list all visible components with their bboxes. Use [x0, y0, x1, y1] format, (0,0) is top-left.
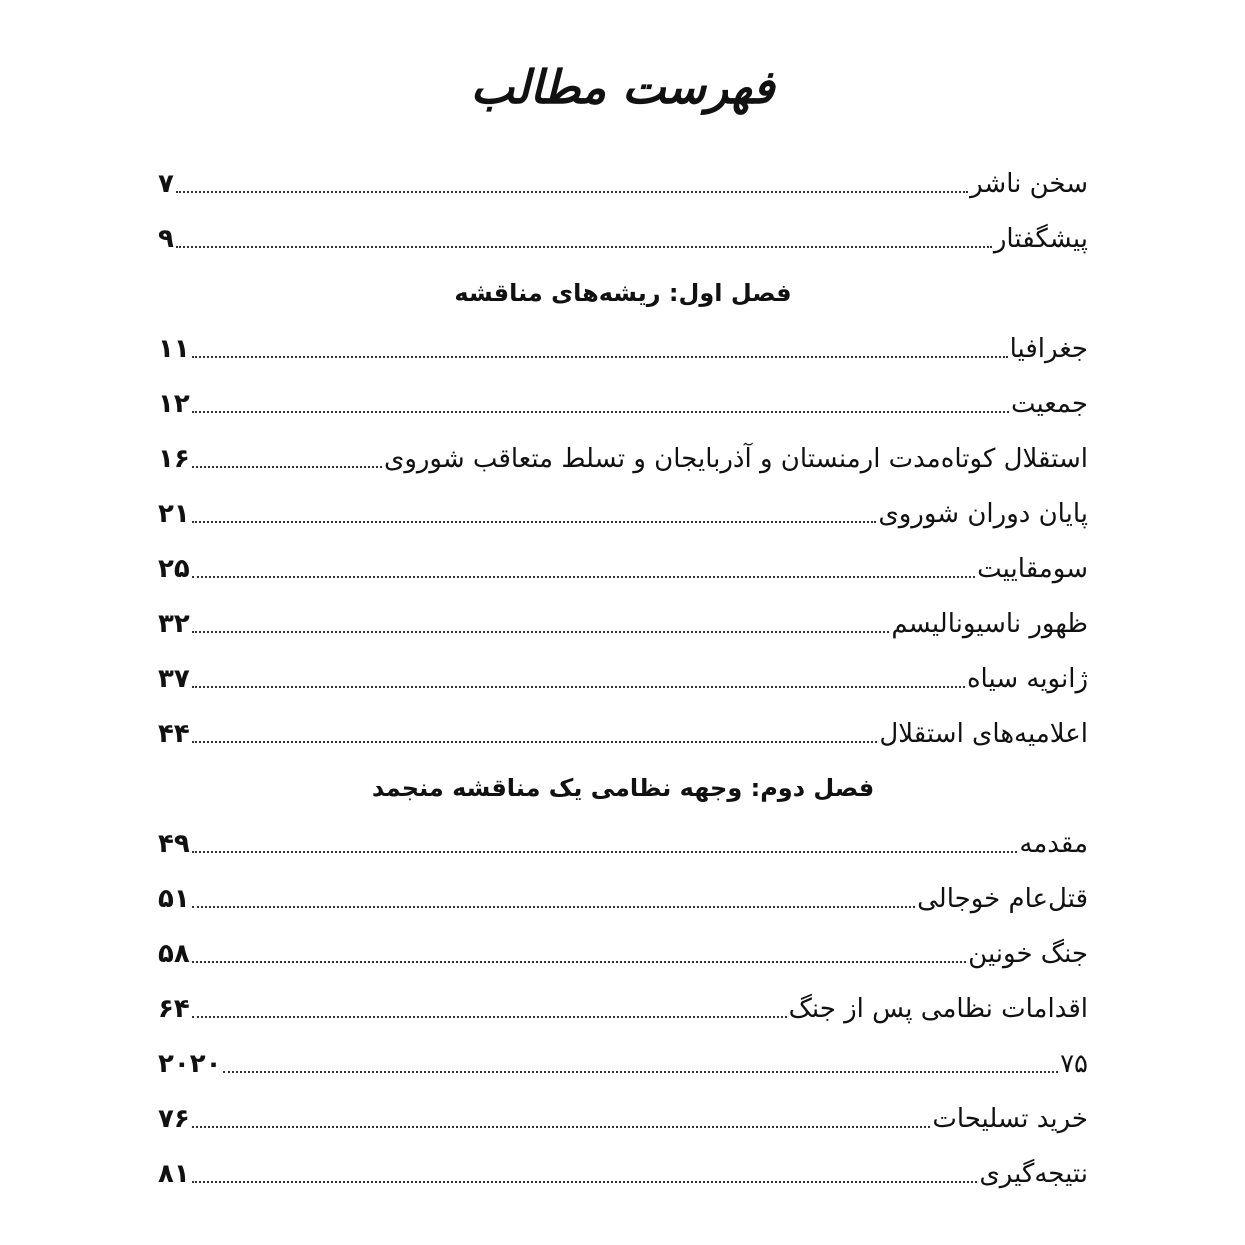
toc-entry-page-number: ۴۹	[158, 829, 190, 859]
toc-entry-page-number: ۳۲	[158, 609, 190, 639]
dot-leader	[192, 576, 975, 578]
dot-leader	[176, 191, 968, 193]
dot-leader	[223, 1071, 1058, 1073]
dot-leader	[192, 1181, 978, 1183]
toc-entry-page-number: ۱۶	[158, 444, 190, 474]
dot-leader	[192, 631, 890, 633]
dot-leader	[192, 466, 382, 468]
toc-entry-title: نتیجه‌گیری	[979, 1159, 1088, 1189]
toc-entry-title: پیشگفتار	[993, 224, 1088, 254]
dot-leader	[192, 906, 915, 908]
toc-entry-title: ۷۵	[1060, 1049, 1088, 1079]
toc-entry-title: مقدمه	[1019, 829, 1088, 859]
toc-entry[interactable]	[158, 812, 1088, 867]
dot-leader	[192, 356, 1008, 358]
dot-leader	[192, 851, 1018, 853]
chapter-heading-text: فصل اول: ریشه‌های مناقشه	[454, 279, 792, 307]
chapter-heading	[158, 757, 1088, 812]
toc-entry-title: ژانویه سیاه	[966, 664, 1088, 694]
toc-entry[interactable]	[158, 427, 1088, 482]
dot-leader	[176, 246, 992, 248]
toc-entry-title: جمعیت	[1010, 389, 1088, 419]
toc-entry[interactable]	[158, 1142, 1088, 1197]
toc-entry-title: ظهور ناسیونالیسم	[891, 609, 1088, 639]
dot-leader	[192, 411, 1009, 413]
toc-entry[interactable]	[158, 317, 1088, 372]
toc-entry-title: قتل‌عام خوجالی	[917, 884, 1088, 914]
toc-entry-page-number: ۴۴	[158, 719, 190, 749]
dot-leader	[192, 961, 966, 963]
toc-entry[interactable]	[158, 207, 1088, 262]
toc-entry[interactable]	[158, 482, 1088, 537]
toc-entry[interactable]	[158, 537, 1088, 592]
toc-entry-page-number: ۲۰۲۰	[158, 1049, 222, 1079]
chapter-heading-text: فصل دوم: وجهه نظامی یک مناقشه منجمد	[371, 774, 875, 802]
toc-entry-title: سخن ناشر	[970, 169, 1088, 199]
dot-leader	[192, 1126, 931, 1128]
toc-entry[interactable]	[158, 1087, 1088, 1142]
toc-entry-page-number: ۱۱	[158, 334, 190, 364]
toc-entry-page-number: ۹	[158, 224, 174, 254]
toc-entry[interactable]	[158, 647, 1088, 702]
toc-entry-title: جنگ خونین	[968, 939, 1088, 969]
toc-entry[interactable]	[158, 922, 1088, 977]
toc-entry[interactable]	[158, 1032, 1088, 1087]
toc-entry-page-number: ۸۱	[158, 1159, 190, 1189]
toc-entry-page-number: ۵۱	[158, 884, 190, 914]
toc-entry-page-number: ۵۸	[158, 939, 190, 969]
dot-leader	[192, 1016, 787, 1018]
table-of-contents	[158, 152, 1088, 1197]
dot-leader	[192, 741, 878, 743]
toc-entry-page-number: ۲۵	[158, 554, 190, 584]
toc-entry-title: اعلامیه‌های استقلال	[879, 719, 1088, 749]
toc-entry-title: اقدامات نظامی پس از جنگ	[788, 994, 1088, 1024]
toc-entry[interactable]	[158, 702, 1088, 757]
toc-entry-title: پایان دوران شوروی	[878, 499, 1088, 529]
toc-entry-page-number: ۷	[158, 169, 174, 199]
toc-entry-page-number: ۳۷	[158, 664, 190, 694]
dot-leader	[192, 686, 965, 688]
toc-entry[interactable]	[158, 372, 1088, 427]
toc-entry-title: سومقاییت	[977, 554, 1088, 584]
toc-entry-title: جغرافیا	[1009, 334, 1088, 364]
toc-entry-title: استقلال کوتاه‌مدت ارمنستان و آذربایجان و تسلط متعاقب شوروی	[383, 444, 1088, 474]
toc-entry[interactable]	[158, 592, 1088, 647]
chapter-heading	[158, 262, 1088, 317]
toc-entry-title: خرید تسلیحات	[932, 1104, 1088, 1134]
toc-entry-page-number: ۲۱	[158, 499, 190, 529]
toc-entry[interactable]	[158, 867, 1088, 922]
toc-entry[interactable]	[158, 152, 1088, 207]
toc-entry-page-number: ۷۶	[158, 1104, 190, 1134]
page-title: فهرست مطالب	[470, 60, 775, 114]
dot-leader	[192, 521, 877, 523]
toc-entry-page-number: ۱۲	[158, 389, 190, 419]
toc-entry-page-number: ۶۴	[158, 994, 190, 1024]
toc-entry[interactable]	[158, 977, 1088, 1032]
